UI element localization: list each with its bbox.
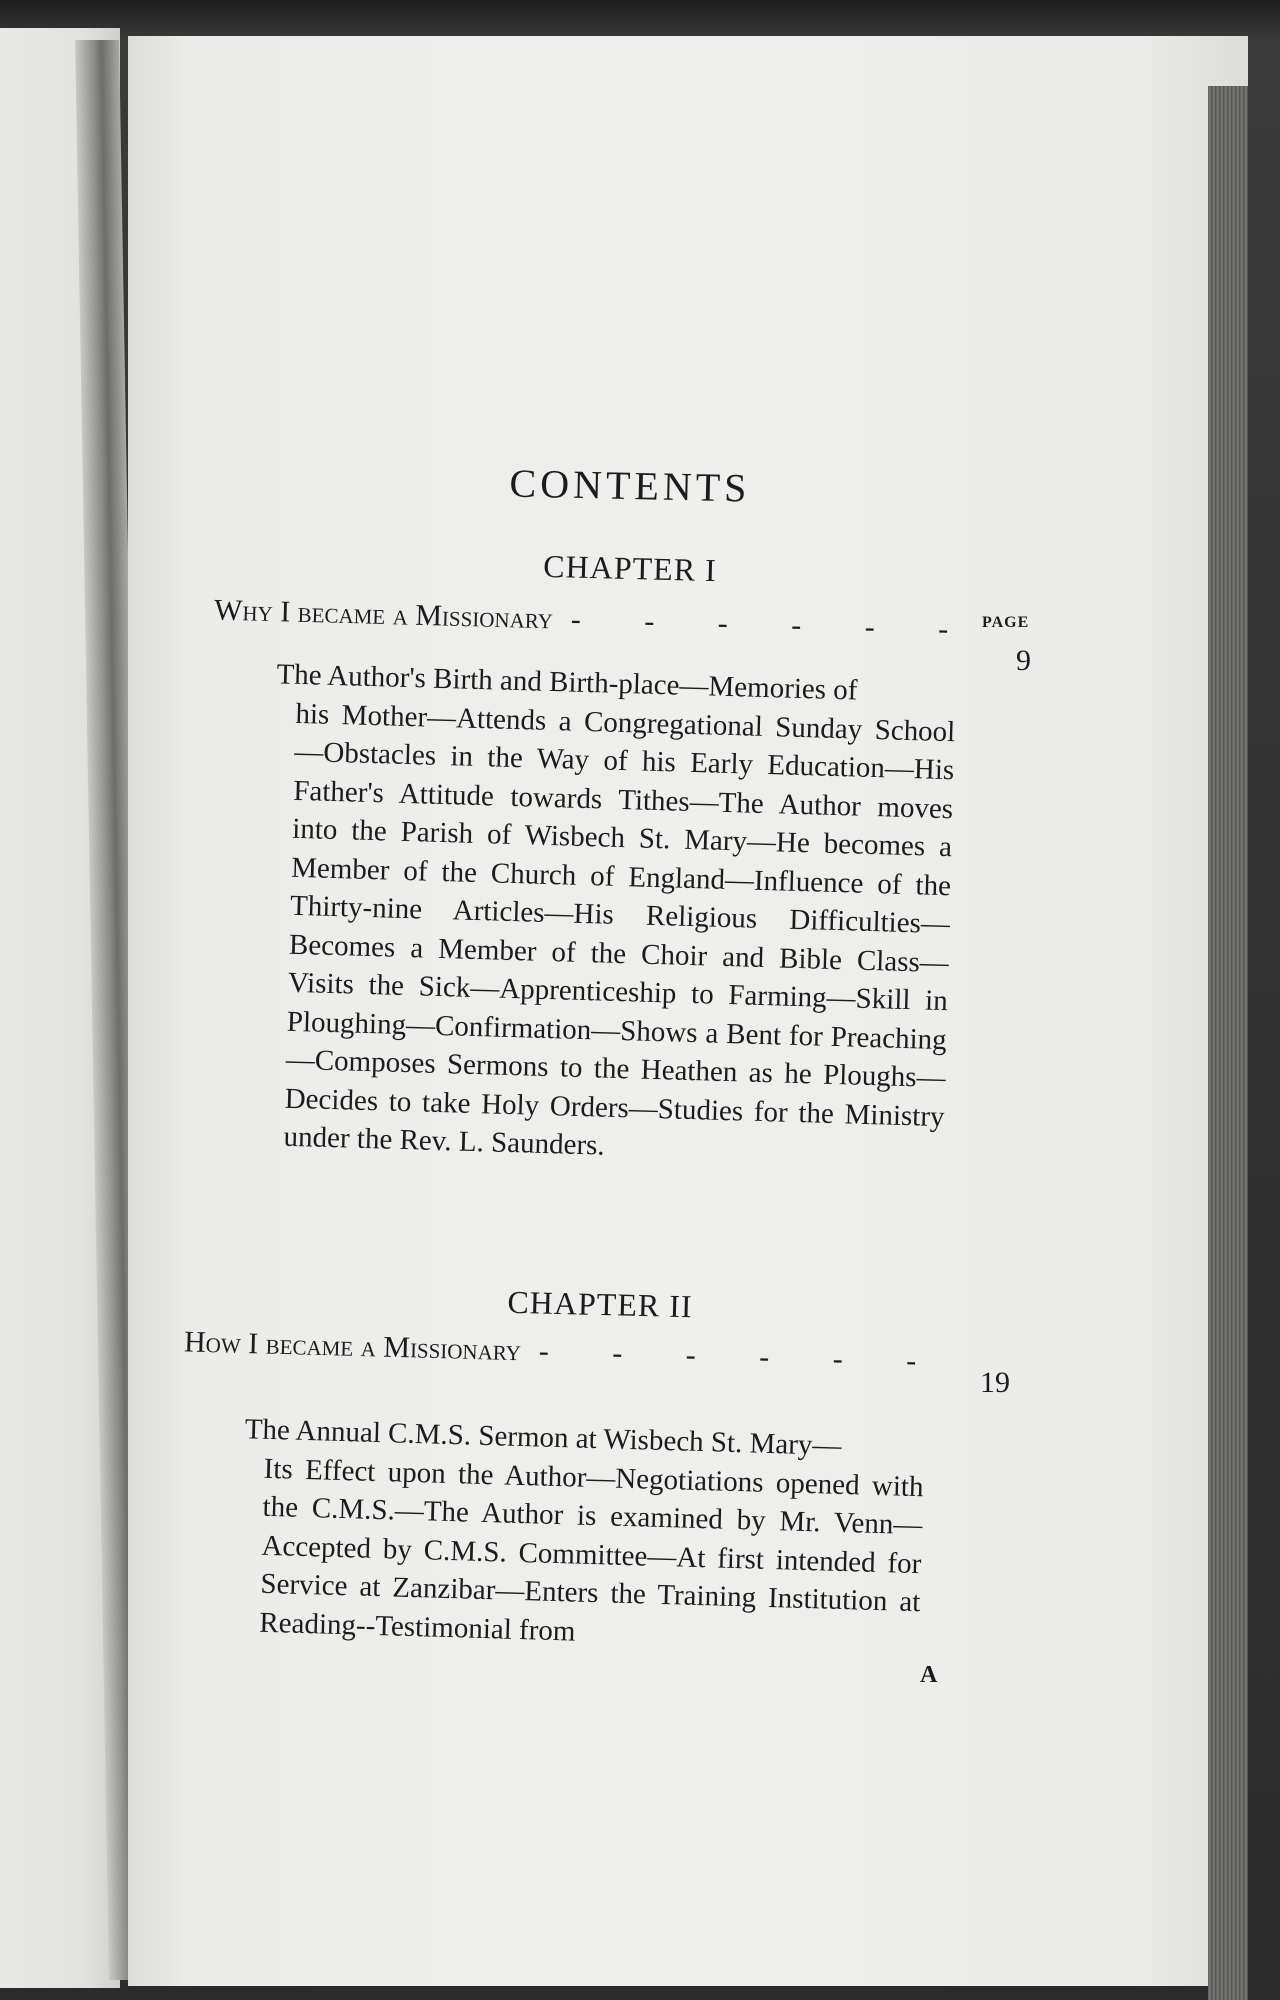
- chapter-2-leaders: - - - - - -: [538, 1334, 945, 1379]
- chapter-1-page-number: 9: [1016, 644, 1031, 677]
- page-edges: [1208, 86, 1248, 2000]
- chapter-1-heading: CHAPTER I: [542, 547, 718, 589]
- chapter-1-title-text: Why I became a Missionary: [213, 593, 554, 636]
- page-column-label: PAGE: [982, 614, 1030, 631]
- chapter-2-heading: CHAPTER II: [507, 1283, 693, 1325]
- chapter-1-leaders: - - - - - -: [570, 602, 977, 647]
- signature-mark: A: [920, 1662, 938, 1688]
- chapter-2-page-number: 19: [980, 1366, 1010, 1399]
- chapter-1-summary: [276, 656, 957, 1175]
- chapter-2-title-text: How I became a Missionary: [183, 1325, 522, 1368]
- page-title: CONTENTS: [509, 460, 751, 511]
- chapter-2-summary-rest: Its Effect upon the Author—Negotiations opened with the C.M.S.—The Author is examined by Mr. Venn—Accepted by C.M.S. Committee—At first intended for Service at Zanzibar—Enters the Training Institution at Reading--Testimonial from: [259, 1452, 924, 1648]
- chapter-2-summary: [244, 1411, 925, 1660]
- chapter-2-summary-first-line: The Annual C.M.S. Sermon at Wisbech St. Mary—: [244, 1413, 842, 1462]
- chapter-1-summary-first-line: The Author's Birth and Birth-place—Memories of: [276, 658, 858, 707]
- chapter-1-summary-rest: his Mother—Attends a Congregational Sunday School—Obstacles in the Way of his Early Education—His Father's Attitude towards Tithes—The Author moves into the Parish of Wisbech St. Mary—He becomes a Member of the Church of England—Influence of the Thirty-nine Articles—His Religious Difficulties—Becomes a Member of the Choir and Bible Class—Visits the Sick—Apprenticeship to Farming—Skill in Ploughing—Confirmation—Shows a Bent for Preaching—Composes Sermons to the Heathen as he Ploughs—Decides to take Holy Orders—Studies for the Ministry under the Rev. L. Saunders.: [283, 697, 956, 1162]
